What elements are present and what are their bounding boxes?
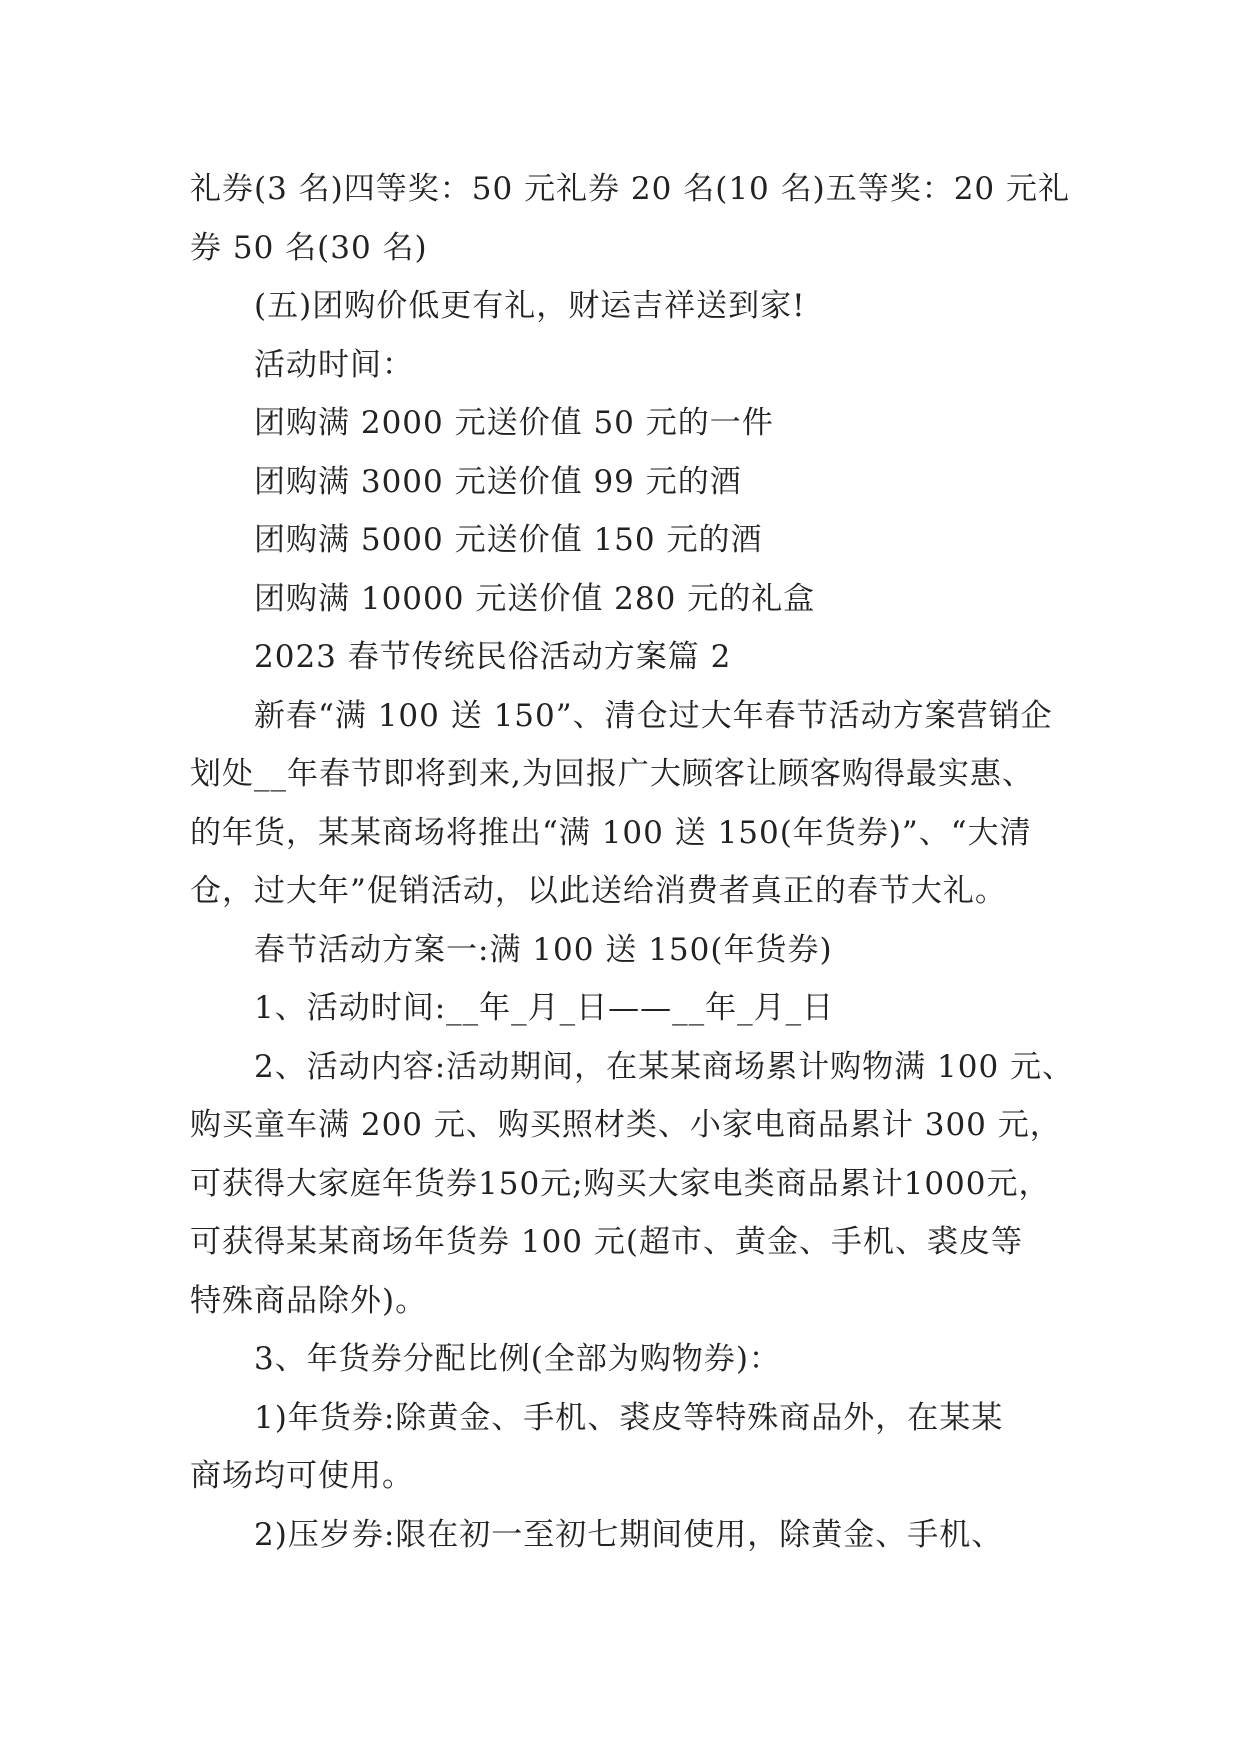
text-line: 购买童车满 200 元、购买照材类、小家电商品累计 300 元， xyxy=(190,1107,1062,1143)
text-line: 新春“满 100 送 150”、清仓过大年春节活动方案营销企 xyxy=(254,697,1053,734)
text-line: 可获得某某商场年货券 100 元(超市、黄金、手机、裘皮等 xyxy=(190,1224,1023,1260)
text-line: 特殊商品除外)。 xyxy=(190,1282,428,1319)
text-line: 2)压岁券:限在初一至初七期间使用，除黄金、手机、 xyxy=(254,1516,1004,1553)
text-line: 1)年货券:除黄金、手机、裘皮等特殊商品外，在某某 xyxy=(254,1399,1004,1436)
text-line: 的年货，某某商场将推出“满 100 送 150(年货券)”、“大清 xyxy=(190,814,1032,851)
text-line: (五)团购价低更有礼，财运吉祥送到家! xyxy=(254,288,806,324)
text-line: 团购满 5000 元送价值 150 元的酒 xyxy=(254,522,763,558)
text-line: 3、年货券分配比例(全部为购物券)： xyxy=(254,1341,781,1377)
section-heading: 2023 春节传统民俗活动方案篇 2 xyxy=(254,639,732,675)
text-line: 2、活动内容:活动期间，在某某商场累计购物满 100 元、 xyxy=(254,1048,1075,1085)
text-line: 团购满 3000 元送价值 99 元的酒 xyxy=(254,463,742,500)
document-body xyxy=(190,160,1075,1564)
text-line: 团购满 10000 元送价值 280 元的礼盒 xyxy=(254,580,816,617)
text-line: 活动时间： xyxy=(254,346,414,383)
text-line: 团购满 2000 元送价值 50 元的一件 xyxy=(254,405,774,441)
text-line: 春节活动方案一:满 100 送 150(年货券) xyxy=(254,931,833,968)
text-line: 仓，过大年”促销活动，以此送给消费者真正的春节大礼。 xyxy=(190,873,1007,909)
text-line: 划处__年春节即将到来,为回报广大顾客让顾客购得最实惠、 xyxy=(190,756,1034,792)
text-line: 1、活动时间:__年_月_日——__年_月_日 xyxy=(254,990,835,1026)
text-line: 商场均可使用。 xyxy=(190,1458,414,1494)
text-line: 券 50 名(30 名) xyxy=(190,229,428,266)
text-line: 可获得大家庭年货券150元;购买大家电类商品累计1000元， xyxy=(190,1165,1051,1202)
text-line: 礼券(3 名)四等奖：50 元礼券 20 名(10 名)五等奖：20 元礼 xyxy=(190,171,1071,207)
